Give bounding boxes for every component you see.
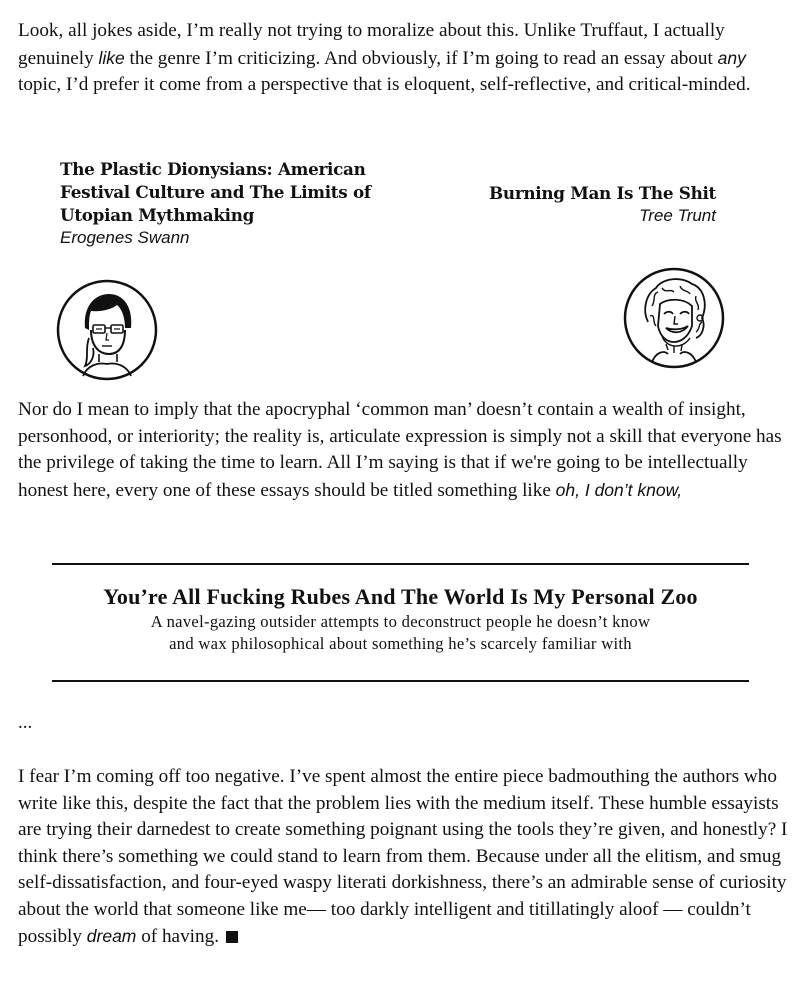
intro-paragraph	[18, 18, 788, 99]
essay-author: Tree Trunt	[639, 206, 716, 225]
mock-essay-subtitle-line: and wax philosophical about something he’s scarcely familiar with	[169, 634, 632, 653]
curly-haired-bearded-man-portrait-icon	[622, 266, 726, 370]
middle-paragraph	[18, 397, 788, 504]
end-of-article-square-icon	[226, 931, 238, 943]
mock-essay-subtitle	[52, 611, 749, 655]
divider-top	[52, 563, 749, 565]
closing-emphasis: dream	[86, 926, 137, 946]
intro-text: topic, I’d prefer it come from a perspective that is eloquent, self-reflective, and critical-minded.	[18, 74, 751, 95]
essay-title[interactable]: Burning Man Is The Shit	[489, 183, 716, 203]
essay-author: Erogenes Swann	[60, 228, 190, 247]
woman-with-glasses-portrait-icon	[55, 278, 159, 382]
closing-end-text: of having.	[136, 926, 224, 947]
mock-essay-title: You’re All Fucking Rubes And The World Is My Personal Zoo	[103, 584, 698, 609]
essay-card-right[interactable]	[396, 182, 716, 227]
essay-card-left[interactable]	[60, 158, 390, 249]
closing-paragraph	[18, 764, 788, 951]
intro-emphasis-like: like	[98, 47, 125, 68]
intro-text: Look, all jokes aside, I’m really not trying to moralize about this. Unlike Truffaut, I actually genuinely	[18, 20, 725, 69]
divider-bottom	[52, 680, 749, 682]
intro-emphasis-any: any	[717, 47, 746, 68]
closing-text: I fear I’m coming off too negative. I’ve spent almost the entire piece badmouthing the authors who write like this, despite the fact that the problem lies with the medium itself. These humble essayists are trying their darnedest to create something poignant using the tools they’re given, and honestly? I think there’s something we could stand to learn from them. Because under all the elitism, and smug self-dissatisfaction, and four-eyed waspy literati dorkishness, there’s an admirable sense of curiosity about the world that someone like me— too darkly intelligent and titillatingly aloof — couldn’t possibly	[18, 766, 788, 947]
mock-essay-subtitle-line: A navel-gazing outsider attempts to deconstruct people he doesn’t know	[150, 612, 651, 631]
middle-text: Nor do I mean to imply that the apocryphal ‘common man’ doesn’t contain a wealth of insight, personhood, or interiority; the reality is, articulate expression is simply not a skill that everyone has the privilege of taking the time to learn. All I’m saying is that if we're going to be intellectually honest here, every one of these essays should be titled something like	[18, 399, 782, 501]
intro-text: the genre I’m criticizing. And obviously, if I’m going to read an essay about	[124, 47, 718, 69]
essay-title[interactable]: The Plastic Dionysians: American Festival Culture and The Limits of Utopian Mythmaking	[60, 159, 371, 225]
ellipsis: ...	[18, 712, 33, 733]
middle-emphasis: oh, I don’t know,	[555, 479, 683, 500]
